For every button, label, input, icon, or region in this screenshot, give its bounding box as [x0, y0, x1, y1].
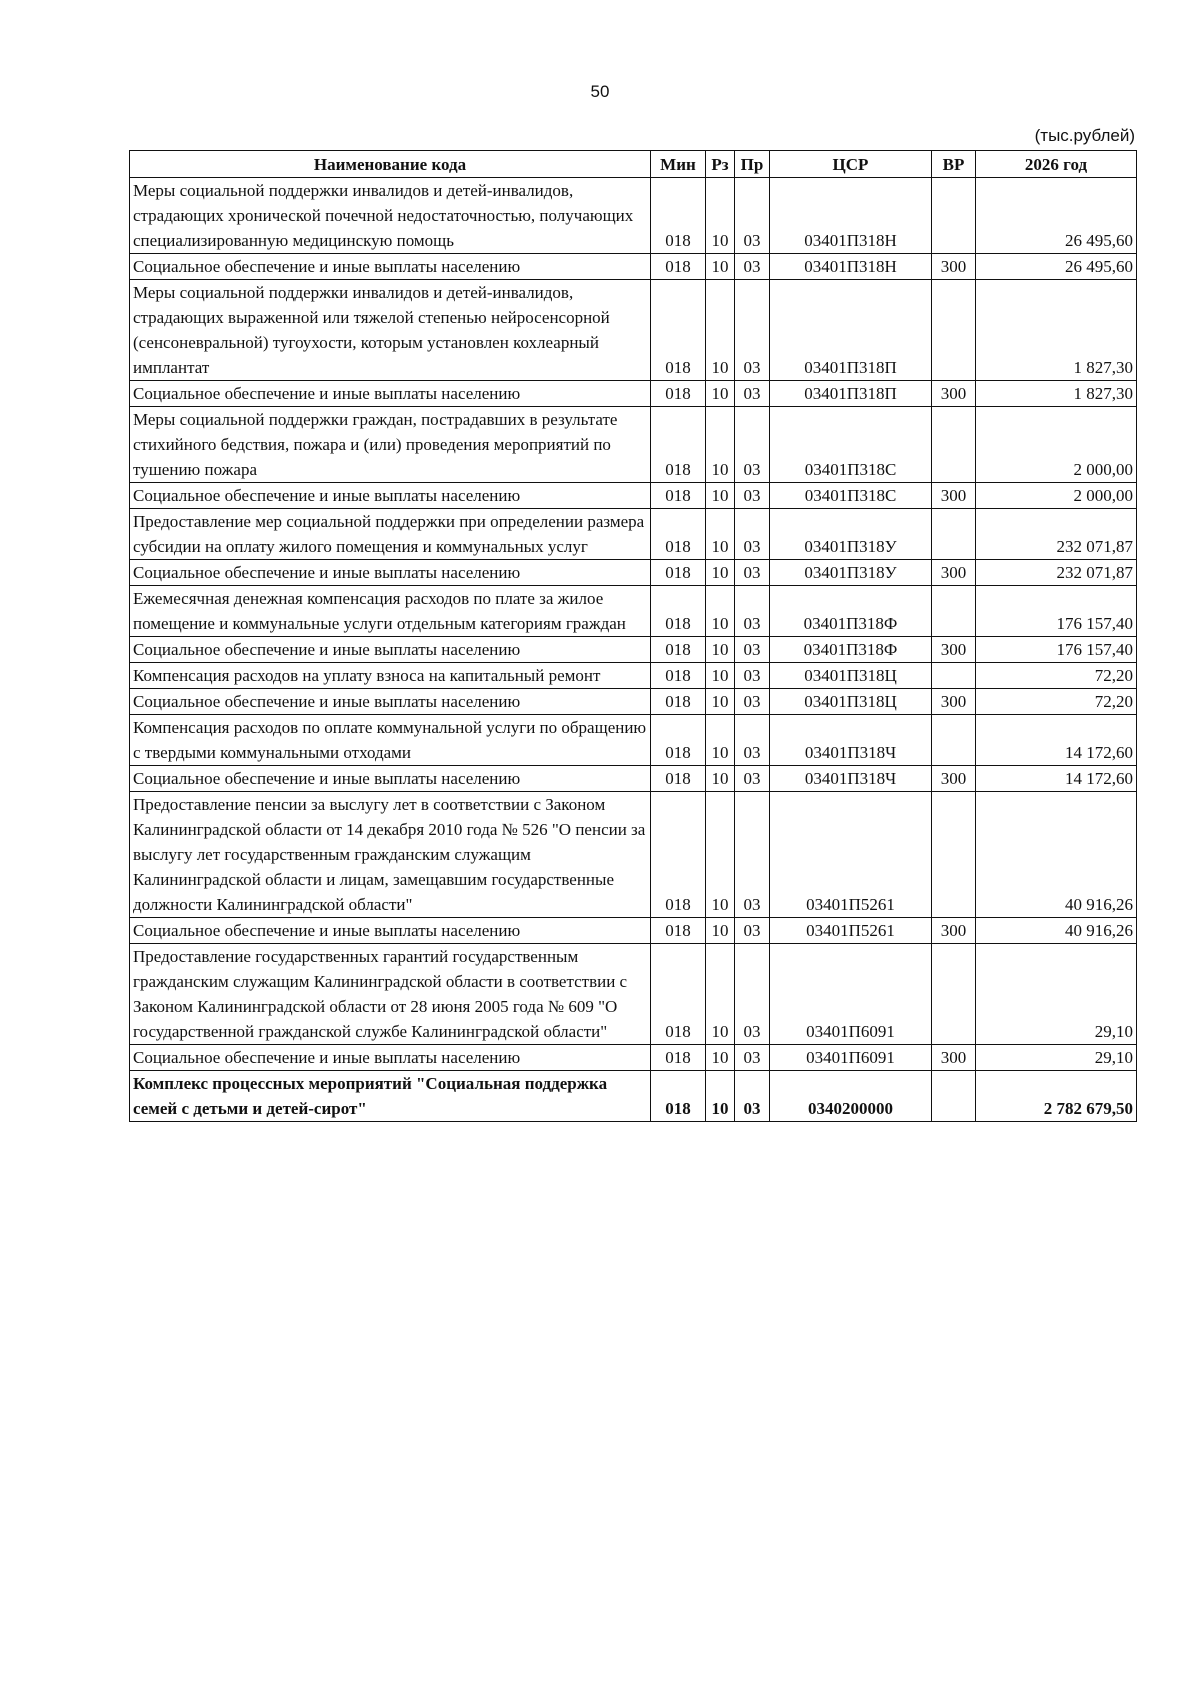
header-name: Наименование кода: [130, 151, 651, 178]
row-vr: [932, 407, 976, 483]
row-min: 018: [651, 407, 706, 483]
row-min: 018: [651, 792, 706, 918]
row-pr: 03: [735, 689, 770, 715]
row-pr: 03: [735, 509, 770, 560]
table-row: [130, 560, 1137, 586]
row-csr: 03401П318С: [770, 483, 932, 509]
row-pr: 03: [735, 560, 770, 586]
row-amount: 26 495,60: [976, 178, 1137, 254]
row-rz: 10: [706, 381, 735, 407]
row-vr: [932, 663, 976, 689]
row-csr: 03401П318Ф: [770, 586, 932, 637]
row-pr: 03: [735, 918, 770, 944]
row-amount: 72,20: [976, 663, 1137, 689]
row-name: Компенсация расходов по оплате коммунальной услуги по обращению с твердыми коммунальными отходами: [130, 715, 651, 766]
row-vr: [932, 715, 976, 766]
row-pr: 03: [735, 280, 770, 381]
row-name: Предоставление государственных гарантий государственным гражданским служащим Калининградской области в соответствии с Законом Калининградской области от 28 июня 2005 года № 609 "О государственной гражданской службе Калининградской области": [130, 944, 651, 1045]
table-row: [130, 178, 1137, 254]
table-row: [130, 381, 1137, 407]
table-row: [130, 254, 1137, 280]
row-pr: 03: [735, 1045, 770, 1071]
table-row: [130, 766, 1137, 792]
header-csr: ЦСР: [770, 151, 932, 178]
row-rz: 10: [706, 689, 735, 715]
row-min: 018: [651, 1071, 706, 1122]
row-csr: 03401П6091: [770, 944, 932, 1045]
row-pr: 03: [735, 483, 770, 509]
row-pr: 03: [735, 792, 770, 918]
row-csr: 03401П318Ч: [770, 715, 932, 766]
row-amount: 232 071,87: [976, 560, 1137, 586]
row-csr: 03401П318Н: [770, 178, 932, 254]
row-min: 018: [651, 280, 706, 381]
row-min: 018: [651, 381, 706, 407]
row-vr: 300: [932, 254, 976, 280]
row-name: Компенсация расходов на уплату взноса на капитальный ремонт: [130, 663, 651, 689]
row-csr: 03401П318Ц: [770, 663, 932, 689]
row-pr: 03: [735, 944, 770, 1045]
row-csr: 03401П318П: [770, 280, 932, 381]
row-name: Предоставление пенсии за выслугу лет в соответствии с Законом Калининградской области от 14 декабря 2010 года № 526 "О пенсии за выслугу лет государственным гражданским служащим Калининградской области и лицам, замещавшим государственные должности Калининградской области": [130, 792, 651, 918]
row-min: 018: [651, 766, 706, 792]
row-vr: 300: [932, 560, 976, 586]
row-name: Социальное обеспечение и иные выплаты населению: [130, 637, 651, 663]
row-min: 018: [651, 715, 706, 766]
table-row: [130, 407, 1137, 483]
row-name: Меры социальной поддержки граждан, пострадавших в результате стихийного бедствия, пожара и (или) проведения мероприятий по тушению пожара: [130, 407, 651, 483]
row-vr: 300: [932, 689, 976, 715]
row-min: 018: [651, 509, 706, 560]
row-min: 018: [651, 1045, 706, 1071]
row-csr: 0340200000: [770, 1071, 932, 1122]
row-rz: 10: [706, 178, 735, 254]
row-rz: 10: [706, 792, 735, 918]
row-amount: 1 827,30: [976, 381, 1137, 407]
row-amount: 14 172,60: [976, 715, 1137, 766]
row-name: Меры социальной поддержки инвалидов и детей-инвалидов, страдающих выраженной или тяжелой степенью нейросенсорной (сенсоневральной) тугоухости, которым установлен кохлеарный имплантат: [130, 280, 651, 381]
row-csr: 03401П318С: [770, 407, 932, 483]
header-min: Мин: [651, 151, 706, 178]
table-row: [130, 280, 1137, 381]
header-amount: 2026 год: [976, 151, 1137, 178]
row-rz: 10: [706, 1045, 735, 1071]
row-min: 018: [651, 483, 706, 509]
row-rz: 10: [706, 280, 735, 381]
row-vr: [932, 280, 976, 381]
row-csr: 03401П5261: [770, 918, 932, 944]
row-vr: 300: [932, 381, 976, 407]
header-pr: Пр: [735, 151, 770, 178]
row-name: Меры социальной поддержки инвалидов и детей-инвалидов, страдающих хронической почечной недостаточностью, получающих специализированную медицинскую помощь: [130, 178, 651, 254]
table-row: [130, 483, 1137, 509]
table-row-total: [130, 1071, 1137, 1122]
row-rz: 10: [706, 483, 735, 509]
row-pr: 03: [735, 178, 770, 254]
row-csr: 03401П318Ч: [770, 766, 932, 792]
row-vr: [932, 586, 976, 637]
row-vr: [932, 509, 976, 560]
row-min: 018: [651, 178, 706, 254]
table-row: [130, 792, 1137, 918]
table-row: [130, 1045, 1137, 1071]
row-vr: [932, 792, 976, 918]
row-name: Социальное обеспечение и иные выплаты населению: [130, 766, 651, 792]
row-pr: 03: [735, 663, 770, 689]
row-rz: 10: [706, 944, 735, 1045]
row-rz: 10: [706, 407, 735, 483]
row-min: 018: [651, 944, 706, 1045]
row-rz: 10: [706, 663, 735, 689]
row-csr: 03401П318Ц: [770, 689, 932, 715]
row-vr: 300: [932, 766, 976, 792]
row-vr: [932, 178, 976, 254]
page-number: 50: [590, 82, 610, 101]
row-rz: 10: [706, 918, 735, 944]
row-min: 018: [651, 663, 706, 689]
row-csr: 03401П318У: [770, 509, 932, 560]
row-amount: 2 000,00: [976, 483, 1137, 509]
row-amount: 1 827,30: [976, 280, 1137, 381]
row-csr: 03401П6091: [770, 1045, 932, 1071]
row-min: 018: [651, 586, 706, 637]
row-vr: [932, 944, 976, 1045]
row-amount: 26 495,60: [976, 254, 1137, 280]
row-pr: 03: [735, 381, 770, 407]
row-vr: [932, 1071, 976, 1122]
row-amount: 72,20: [976, 689, 1137, 715]
row-amount: 40 916,26: [976, 918, 1137, 944]
row-name: Социальное обеспечение и иные выплаты населению: [130, 381, 651, 407]
row-pr: 03: [735, 254, 770, 280]
row-name: Социальное обеспечение и иные выплаты населению: [130, 1045, 651, 1071]
row-amount: 29,10: [976, 944, 1137, 1045]
row-name: Комплекс процессных мероприятий "Социальная поддержка семей с детьми и детей-сирот": [130, 1071, 651, 1122]
row-min: 018: [651, 918, 706, 944]
row-min: 018: [651, 689, 706, 715]
row-pr: 03: [735, 1071, 770, 1122]
row-amount: 2 000,00: [976, 407, 1137, 483]
row-name: Социальное обеспечение и иные выплаты населению: [130, 689, 651, 715]
row-amount: 14 172,60: [976, 766, 1137, 792]
row-csr: 03401П318Ф: [770, 637, 932, 663]
row-pr: 03: [735, 407, 770, 483]
row-min: 018: [651, 560, 706, 586]
table-row: [130, 637, 1137, 663]
row-min: 018: [651, 254, 706, 280]
row-amount: 40 916,26: [976, 792, 1137, 918]
table-row: [130, 586, 1137, 637]
row-vr: 300: [932, 1045, 976, 1071]
row-name: Социальное обеспечение и иные выплаты населению: [130, 560, 651, 586]
table-row: [130, 689, 1137, 715]
row-amount: 232 071,87: [976, 509, 1137, 560]
budget-table: [129, 150, 1137, 1122]
row-rz: 10: [706, 509, 735, 560]
row-rz: 10: [706, 1071, 735, 1122]
table-row: [130, 715, 1137, 766]
header-rz: Рз: [706, 151, 735, 178]
row-name: Социальное обеспечение и иные выплаты населению: [130, 254, 651, 280]
table-row: [130, 918, 1137, 944]
row-amount: 176 157,40: [976, 586, 1137, 637]
row-pr: 03: [735, 715, 770, 766]
row-rz: 10: [706, 586, 735, 637]
row-rz: 10: [706, 637, 735, 663]
table-row: [130, 944, 1137, 1045]
table-row: [130, 509, 1137, 560]
header-vr: ВР: [932, 151, 976, 178]
row-rz: 10: [706, 254, 735, 280]
row-pr: 03: [735, 586, 770, 637]
table-header-row: [130, 151, 1137, 178]
row-pr: 03: [735, 766, 770, 792]
row-csr: 03401П318Н: [770, 254, 932, 280]
row-name: Ежемесячная денежная компенсация расходов по плате за жилое помещение и коммунальные услуги отдельным категориям граждан: [130, 586, 651, 637]
row-rz: 10: [706, 766, 735, 792]
row-csr: 03401П318У: [770, 560, 932, 586]
row-amount: 29,10: [976, 1045, 1137, 1071]
row-min: 018: [651, 637, 706, 663]
row-amount: 176 157,40: [976, 637, 1137, 663]
row-vr: 300: [932, 918, 976, 944]
row-rz: 10: [706, 560, 735, 586]
row-name: Социальное обеспечение и иные выплаты населению: [130, 918, 651, 944]
row-rz: 10: [706, 715, 735, 766]
row-csr: 03401П318П: [770, 381, 932, 407]
row-pr: 03: [735, 637, 770, 663]
table-row: [130, 663, 1137, 689]
row-name: Предоставление мер социальной поддержки при определении размера субсидии на оплату жилого помещения и коммунальных услуг: [130, 509, 651, 560]
row-csr: 03401П5261: [770, 792, 932, 918]
row-name: Социальное обеспечение и иные выплаты населению: [130, 483, 651, 509]
units-label: (тыс.рублей): [1034, 126, 1135, 145]
row-amount: 2 782 679,50: [976, 1071, 1137, 1122]
row-vr: 300: [932, 483, 976, 509]
row-vr: 300: [932, 637, 976, 663]
